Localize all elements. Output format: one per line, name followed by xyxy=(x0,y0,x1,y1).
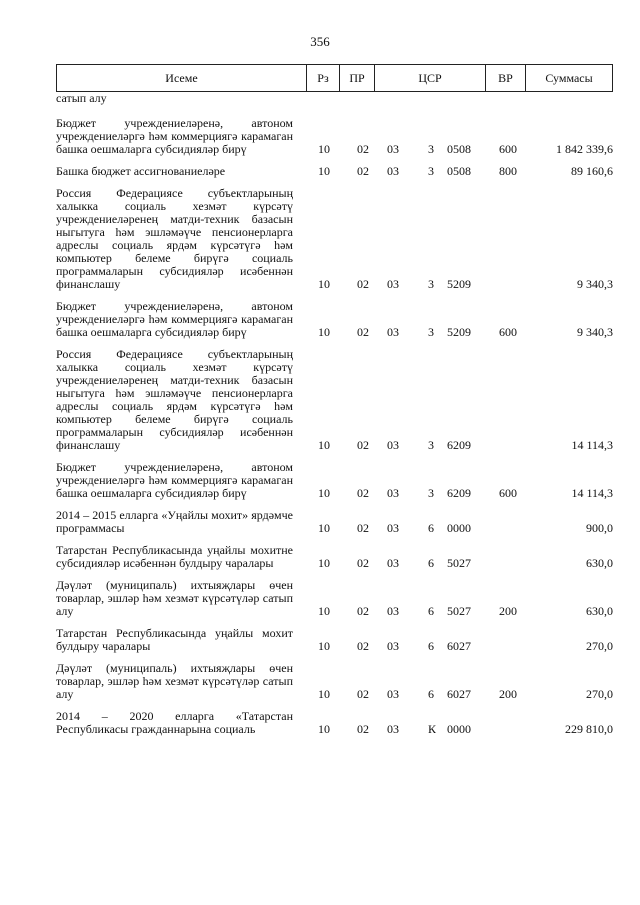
header-csr: ЦСР xyxy=(375,65,486,91)
cell-pp: 03 xyxy=(387,438,399,452)
header-name: Исеме xyxy=(57,65,307,91)
cell-cs: 6 xyxy=(428,556,434,570)
row-name: 2014 – 2015 елларга «Уңайлы мохит» ярдәмче программасы xyxy=(56,508,293,535)
cell-sum: 630,0 xyxy=(586,604,613,618)
cell-sum: 89 160,6 xyxy=(571,164,613,178)
cell-rz: 10 xyxy=(318,521,330,535)
cell-pp: 03 xyxy=(387,142,399,156)
cell-pp: 03 xyxy=(387,277,399,291)
row-cells xyxy=(313,439,613,452)
row-cells xyxy=(313,640,613,653)
cell-sum: 270,0 xyxy=(586,687,613,701)
cell-sum: 270,0 xyxy=(586,639,613,653)
row-cells xyxy=(313,522,613,535)
cell-rz: 10 xyxy=(318,486,330,500)
row-name: Дәүләт (муниципаль) ихтыяҗлары өчен товарлар, эшләр һәм хезмәт күрсәтүләр сатып алу xyxy=(56,578,293,618)
cell-sum: 9 340,3 xyxy=(577,277,613,291)
row-cells xyxy=(313,165,613,178)
cell-pr: 02 xyxy=(357,521,369,535)
cell-vr: 600 xyxy=(499,486,517,500)
row-cells xyxy=(313,278,613,291)
cell-sum: 900,0 xyxy=(586,521,613,535)
cell-pp: 03 xyxy=(387,556,399,570)
row-cells xyxy=(313,143,613,156)
table-header xyxy=(56,64,613,92)
continuation-text: сатып алу xyxy=(56,91,107,105)
row-cells xyxy=(313,487,613,500)
cell-rz: 10 xyxy=(318,164,330,178)
cell-pr: 02 xyxy=(357,486,369,500)
row-name: 2014 – 2020 елларга «Татарстан Республикасы гражданнарына социаль xyxy=(56,709,293,736)
row-name: Бюджет учреждениеләренә, автоном учреждениеләргә һәм коммерциягә карамаган башка оешмаларга субсидияләр бирү xyxy=(56,460,293,500)
table-row xyxy=(56,544,613,570)
cell-code: 6027 xyxy=(447,639,471,653)
row-name: Россия Федерациясе субъектларының халыкка социаль хезмәт күрсәтү учреждениеләренең матди-техник базасын ныгытуга һәм эшләмәүче пенсионерларга адреслы социаль ярдәм күрсәтүгә һәм компьютер белеме бирүгә социаль программаларын субсидияләр исәбеннән финанслашу xyxy=(56,186,293,291)
cell-pp: 03 xyxy=(387,639,399,653)
cell-cs: 6 xyxy=(428,604,434,618)
cell-rz: 10 xyxy=(318,687,330,701)
table-row xyxy=(56,662,613,701)
row-name: Россия Федерациясе субъектларының халыкка социаль хезмәт күрсәтү учреждениеләренең матди-техник базасын ныгытуга һәм эшләмәүче пенсионерларга адреслы социаль ярдәм күрсәтүгә һәм компьютер белеме бирүгә социаль программаларын субсидияләр исәбеннән финанслашу xyxy=(56,347,293,452)
table-row xyxy=(56,187,613,291)
cell-pr: 02 xyxy=(357,142,369,156)
table-row xyxy=(56,627,613,653)
cell-pr: 02 xyxy=(357,277,369,291)
table-row xyxy=(56,710,613,736)
cell-cs: 3 xyxy=(428,277,434,291)
table-row xyxy=(56,165,613,178)
cell-cs: К xyxy=(428,722,437,736)
row-cells xyxy=(313,557,613,570)
table-row xyxy=(56,461,613,500)
cell-code: 0508 xyxy=(447,164,471,178)
cell-code: 6209 xyxy=(447,486,471,500)
cell-pp: 03 xyxy=(387,521,399,535)
cell-vr: 600 xyxy=(499,325,517,339)
cell-sum: 14 114,3 xyxy=(571,438,613,452)
cell-sum: 630,0 xyxy=(586,556,613,570)
cell-pr: 02 xyxy=(357,556,369,570)
cell-code: 5027 xyxy=(447,604,471,618)
row-name: Бюджет учреждениеләренә, автоном учреждениеләргә һәм коммерциягә карамаган башка оешмаларга субсидияләр бирү xyxy=(56,116,293,156)
table-row xyxy=(56,300,613,339)
cell-sum: 14 114,3 xyxy=(571,486,613,500)
cell-vr: 200 xyxy=(499,604,517,618)
cell-code: 0000 xyxy=(447,722,471,736)
cell-rz: 10 xyxy=(318,639,330,653)
header-sum: Суммасы xyxy=(545,70,593,85)
cell-pp: 03 xyxy=(387,722,399,736)
cell-rz: 10 xyxy=(318,722,330,736)
table-row xyxy=(56,509,613,535)
cell-cs: 3 xyxy=(428,325,434,339)
row-name: Башка бюджет ассигнованиеләре xyxy=(56,164,226,178)
cell-code: 6027 xyxy=(447,687,471,701)
cell-code: 0508 xyxy=(447,142,471,156)
cell-sum: 229 810,0 xyxy=(565,722,613,736)
header-pr: ПР xyxy=(340,65,375,91)
row-cells xyxy=(313,723,613,736)
cell-code: 5209 xyxy=(447,325,471,339)
row-name: Татарстан Республикасында уңайлы мохит булдыру чаралары xyxy=(56,626,293,653)
cell-rz: 10 xyxy=(318,556,330,570)
cell-rz: 10 xyxy=(318,604,330,618)
cell-cs: 6 xyxy=(428,687,434,701)
cell-code: 0000 xyxy=(447,521,471,535)
cell-rz: 10 xyxy=(318,325,330,339)
continuation-row xyxy=(56,92,613,105)
cell-pp: 03 xyxy=(387,687,399,701)
cell-cs: 6 xyxy=(428,639,434,653)
cell-pp: 03 xyxy=(387,325,399,339)
cell-pr: 02 xyxy=(357,604,369,618)
cell-sum: 9 340,3 xyxy=(577,325,613,339)
cell-pp: 03 xyxy=(387,164,399,178)
header-rz: Рз xyxy=(307,65,340,91)
cell-pr: 02 xyxy=(357,639,369,653)
cell-cs: 3 xyxy=(428,438,434,452)
row-cells xyxy=(313,605,613,618)
row-cells xyxy=(313,326,613,339)
table-body xyxy=(56,92,613,745)
cell-pp: 03 xyxy=(387,486,399,500)
cell-vr: 600 xyxy=(499,142,517,156)
row-name: Бюджет учреждениеләренә, автоном учреждениеләргә һәм коммерциягә карамаган башка оешмаларга субсидияләр бирү xyxy=(56,299,293,339)
cell-pp: 03 xyxy=(387,604,399,618)
cell-pr: 02 xyxy=(357,325,369,339)
cell-cs: 3 xyxy=(428,486,434,500)
cell-pr: 02 xyxy=(357,164,369,178)
cell-vr: 800 xyxy=(499,164,517,178)
table-row xyxy=(56,348,613,452)
cell-code: 6209 xyxy=(447,438,471,452)
cell-pr: 02 xyxy=(357,722,369,736)
cell-pr: 02 xyxy=(357,687,369,701)
cell-cs: 6 xyxy=(428,521,434,535)
row-name: Татарстан Республикасында уңайлы мохитне субсидияләр исәбеннән булдыру чаралары xyxy=(56,543,293,570)
cell-pr: 02 xyxy=(357,438,369,452)
cell-rz: 10 xyxy=(318,438,330,452)
cell-cs: 3 xyxy=(428,142,434,156)
row-cells xyxy=(313,688,613,701)
cell-rz: 10 xyxy=(318,277,330,291)
table-row xyxy=(56,579,613,618)
cell-rz: 10 xyxy=(318,142,330,156)
row-name: Дәүләт (муниципаль) ихтыяҗлары өчен товарлар, эшләр һәм хезмәт күрсәтүләр сатып алу xyxy=(56,661,293,701)
cell-cs: 3 xyxy=(428,164,434,178)
cell-sum: 1 842 339,6 xyxy=(556,142,613,156)
cell-code: 5027 xyxy=(447,556,471,570)
cell-code: 5209 xyxy=(447,277,471,291)
page-number: 356 xyxy=(310,34,330,49)
cell-vr: 200 xyxy=(499,687,517,701)
table-row xyxy=(56,117,613,156)
header-vr: ВР xyxy=(486,65,526,91)
